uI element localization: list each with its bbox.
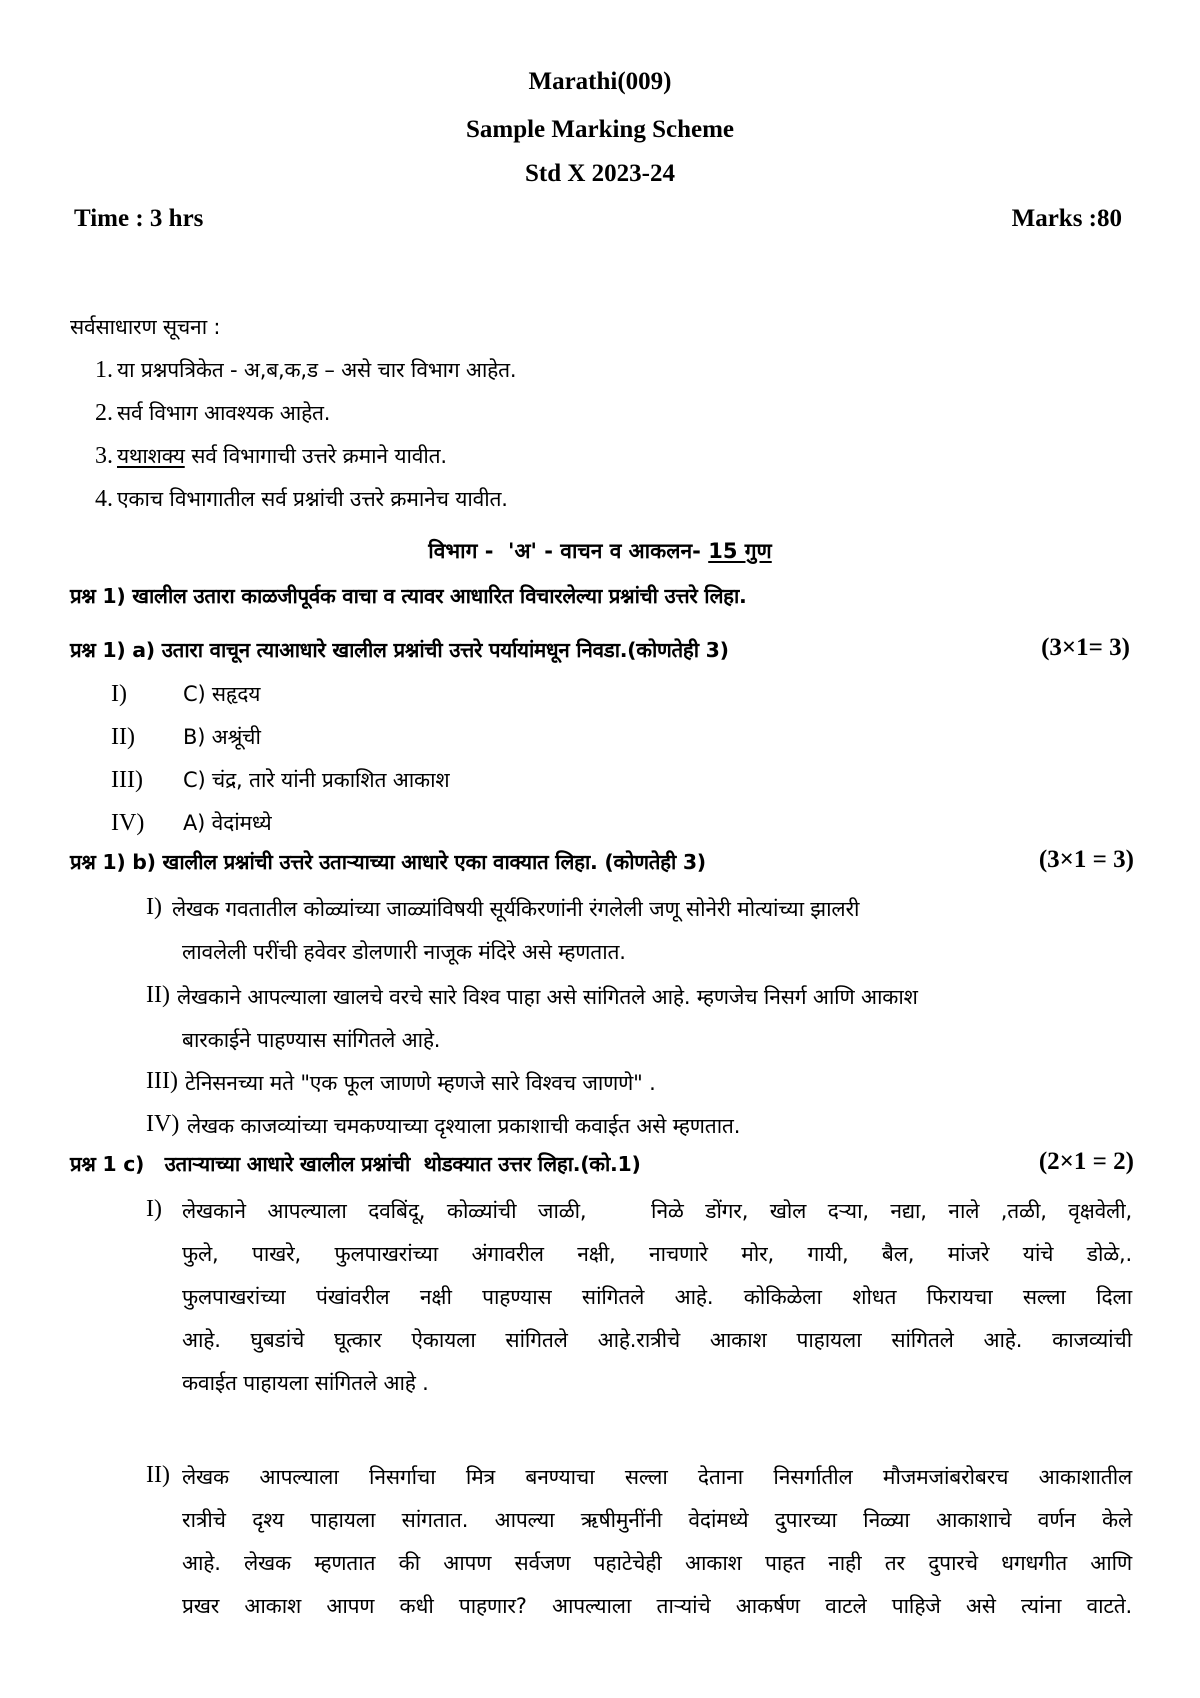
- answer-text: टेनिसनच्या मते "एक फूल जाणणे म्हणजे सारे विश्वच जाणणे" .: [185, 1071, 656, 1095]
- answer-text: B) अश्रूंची: [183, 725, 261, 749]
- answer-number: I): [146, 1196, 162, 1222]
- answer-text-continued: आहे. घुबडांचे घूत्कार ऐकायला सांगितले आहे.रात्रीचे आकाश पाहायला सांगितले आहे. काजव्यांची: [182, 1328, 1132, 1352]
- answer-item: [111, 809, 272, 837]
- answer-text-continued: बारकाईने पाहण्यास सांगितले आहे.: [182, 1028, 441, 1052]
- instruction-item: [95, 485, 508, 513]
- answer-number: II): [146, 1462, 170, 1488]
- document-title: Sample Marking Scheme: [465, 116, 735, 143]
- answer-text: लेखकाने आपल्याला खालचे वरचे सारे विश्व पाहा असे सांगितले आहे. म्हणजेच निसर्ग आणि आकाश: [177, 985, 918, 1009]
- answer-text: C) चंद्र, तारे यांनी प्रकाशित आकाश: [183, 768, 450, 792]
- question-1a-label: प्रश्न 1) a) उतारा वाचून त्याआधारे खालील प्रश्नांची उत्तरे पर्यायांमधून निवडा.(कोणतेही 3): [70, 638, 729, 662]
- answer-number: IV): [111, 810, 145, 836]
- instruction-text: एकाच विभागातील सर्व प्रश्नांची उत्तरे क्रमानेच यावीत.: [117, 487, 508, 511]
- answer-number: III): [146, 1068, 178, 1094]
- answer-number: I): [146, 894, 162, 920]
- answer-text-continued: फुलपाखरांच्या पंखांवरील नक्षी पाहण्यास सांगितले आहे. कोकिळेला शोधत फिरायचा सल्ला दिला: [182, 1285, 1132, 1309]
- instruction-text: या प्रश्नपत्रिकेत - अ,ब,क,ड – असे चार विभाग आहेत.: [117, 358, 517, 382]
- answer-text-continued: रात्रीचे दृश्य पाहायला सांगतात. आपल्या ऋषीमुनींनी वेदांमध्ये दुपारच्या निळ्या आकाशाचे वर्णन केले: [182, 1508, 1132, 1532]
- section-a-marks: 15 गुण: [708, 539, 772, 563]
- instruction-number: 4.: [95, 486, 113, 512]
- instruction-text: सर्व विभागाची उत्तरे क्रमाने यावीत.: [184, 444, 447, 468]
- answer-number: I): [111, 681, 127, 707]
- question-1c-label: प्रश्न 1 c) उताऱ्याच्या आधारे खालील प्रश्नांची थोडक्यात उत्तर लिहा.(को.1): [70, 1152, 641, 1176]
- question-1b-marks: (3×1 = 3): [1038, 846, 1134, 873]
- answer-number: II): [111, 724, 135, 750]
- instructions-heading: सर्वसाधारण सूचना :: [70, 315, 221, 339]
- answer-item: [111, 680, 260, 708]
- instruction-item: [95, 442, 447, 470]
- question-1c-marks: (2×1 = 2): [1038, 1148, 1134, 1175]
- section-a-title: विभाग - 'अ' - वाचन व आकलन-: [428, 539, 709, 563]
- answer-text-continued: प्रखर आकाश आपण कधी पाहणार? आपल्याला ताऱ्यांचे आकर्षण वाटले पाहिजे असे त्यांना वाटते.: [182, 1594, 1132, 1618]
- answer-text: लेखक गवतातील कोळ्यांच्या जाळ्यांविषयी सूर्यकिरणांनी रंगलेली जणू सोनेरी मोत्यांच्या झालरी: [172, 897, 860, 921]
- answer-text: C) सहृदय: [183, 682, 261, 706]
- instruction-number: 3.: [95, 443, 113, 469]
- instruction-number: 2.: [95, 400, 113, 426]
- marks-label: Marks :80: [1011, 205, 1122, 232]
- question-1-main: प्रश्न 1) खालील उतारा काळजीपूर्वक वाचा व त्यावर आधारित विचारलेल्या प्रश्नांची उत्तरे लिहा.: [70, 584, 747, 608]
- answer-text: लेखकाने आपल्याला दवबिंदू, कोळ्यांची जाळी, निळे डोंगर, खोल दऱ्या, नद्या, नाले ,तळी, वृक्षवेली,: [182, 1199, 1132, 1223]
- question-1a-marks: (3×1= 3): [1041, 634, 1130, 661]
- question-1b-label: प्रश्न 1) b) खालील प्रश्नांची उत्तरे उताऱ्याच्या आधारे एका वाक्यात लिहा. (कोणतेही 3): [70, 850, 706, 874]
- answer-number: IV): [146, 1111, 180, 1137]
- answer-text: लेखक काजव्यांच्या चमकण्याच्या दृश्याला प्रकाशाची कवाईत असे म्हणतात.: [187, 1114, 741, 1138]
- answer-text-continued: लावलेली परींची हवेवर डोलणारी नाजूक मंदिरे असे म्हणतात.: [182, 940, 626, 964]
- class-year: Std X 2023-24: [524, 160, 675, 187]
- instruction-item: [95, 356, 516, 384]
- answer-item: [111, 766, 449, 794]
- instruction-underlined-word: यथाशक्य: [117, 444, 185, 468]
- subject-title: Marathi(009): [528, 68, 672, 95]
- answer-text: A) वेदांमध्ये: [183, 811, 272, 835]
- answer-number: III): [111, 767, 143, 793]
- answer-item: [111, 723, 261, 751]
- answer-number: II): [146, 982, 170, 1008]
- answer-text-continued: कवाईत पाहायला सांगितले आहे .: [182, 1371, 429, 1395]
- answer-text-continued: फुले, पाखरे, फुलपाखरांच्या अंगावरील नक्षी, नाचणारे मोर, गायी, बैल, मांजरे यांचे डोळे,.: [182, 1242, 1132, 1266]
- time-label: Time : 3 hrs: [74, 205, 204, 232]
- instruction-number: 1.: [95, 357, 113, 383]
- instruction-text: सर्व विभाग आवश्यक आहेत.: [117, 401, 331, 425]
- section-a-heading: [0, 537, 1200, 565]
- instruction-item: [95, 399, 330, 427]
- answer-text: लेखक आपल्याला निसर्गाचा मित्र बनण्याचा सल्ला देताना निसर्गातील मौजमजांबरोबरच आकाशातील: [182, 1465, 1132, 1489]
- answer-text-continued: आहे. लेखक म्हणतात की आपण सर्वजण पहाटेचेही आकाश पाहत नाही तर दुपारचे धगधगीत आणि: [182, 1551, 1132, 1575]
